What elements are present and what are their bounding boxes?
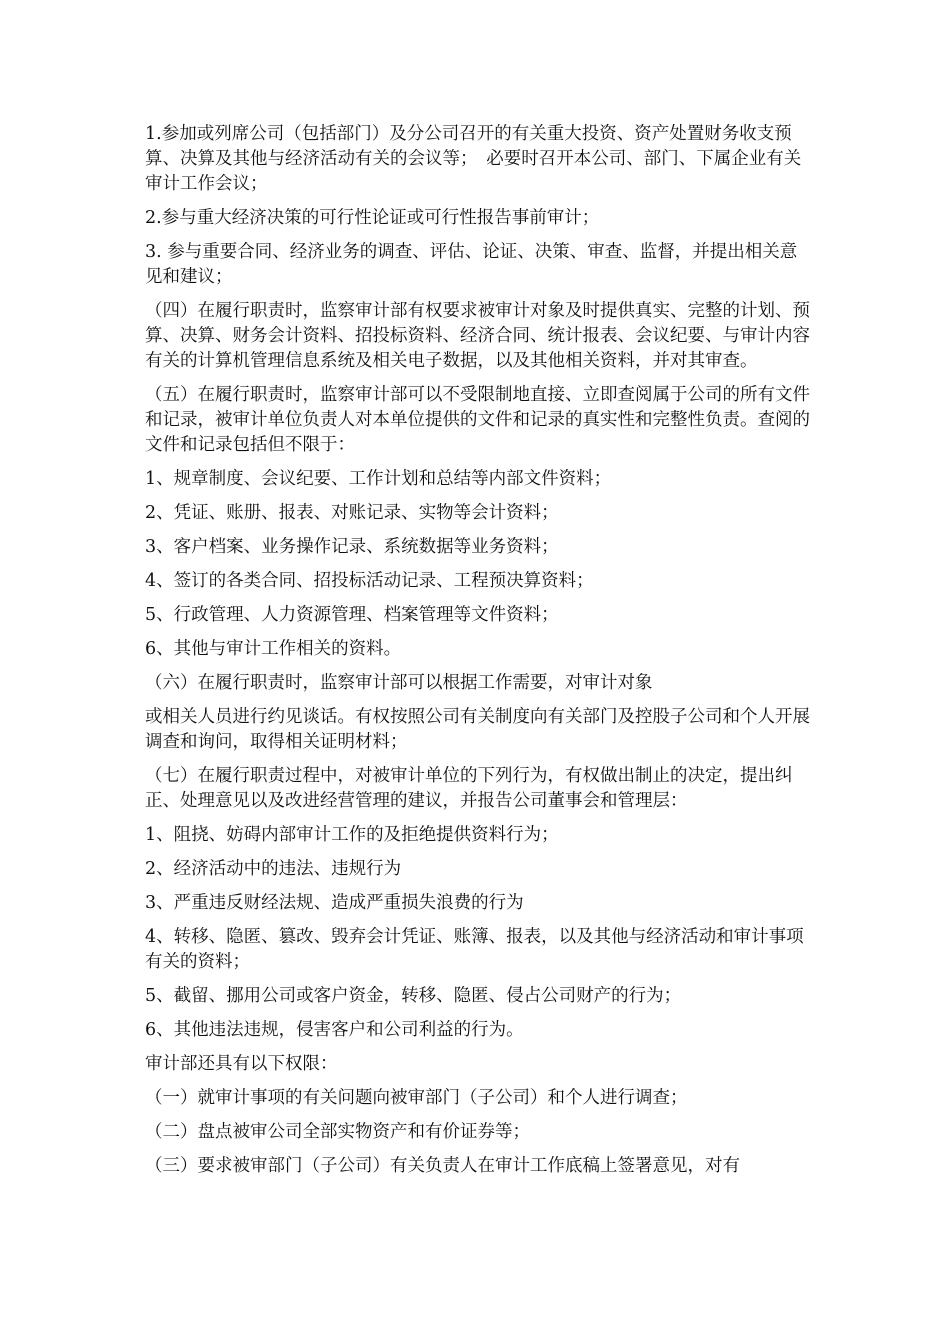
paragraph-4: （四）在履行职责时，监察审计部有权要求被审计对象及时提供真实、完整的计划、预算、决算、财务会计资料、招投标资料、经济合同、统计报表、会议纪要、与审计内容有关的计算机管理信息系统及相关电子数据，以及其他相关资料，并对其审查。: [145, 301, 810, 371]
list-item: （三）要求被审部门（子公司）有关负责人在审计工作底稿上签署意见，对有: [145, 1156, 740, 1176]
paragraph-8: （七）在履行职责过程中，对被审计单位的下列行为，有权做出制止的决定，提出纠正、处理意见以及改进经营管理的建议，并报告公司董事会和管理层：: [145, 766, 793, 811]
document-page: [145, 122, 810, 1188]
list-item: （一）就审计事项的有关问题向被审部门（子公司）和个人进行调查；: [145, 1088, 688, 1108]
paragraph-2: 2.参与重大经济决策的可行性论证或可行性报告事前审计；: [145, 208, 600, 228]
list-item: 4、签订的各类合同、招投标活动记录、工程预决算资料；: [145, 571, 594, 591]
list-item: 2、经济活动中的违法、违规行为: [145, 859, 402, 879]
list-item: 4、转移、隐匿、篡改、毁弃会计凭证、账簿、报表，以及其他与经济活动和审计事项有关的资料；: [145, 927, 804, 972]
list-item: 6、其他与审计工作相关的资料。: [145, 639, 402, 659]
paragraph-3: 3. 参与重要合同、经济业务的调查、评估、论证、决策、审查、监督，并提出相关意见和建议；: [145, 242, 798, 287]
list-item: 1、规章制度、会议纪要、工作计划和总结等内部文件资料；: [145, 469, 612, 489]
list-item: 3、客户档案、业务操作记录、系统数据等业务资料；: [145, 537, 559, 557]
list-item: 5、行政管理、人力资源管理、档案管理等文件资料；: [145, 605, 559, 625]
paragraph-7: 或相关人员进行约见谈话。有权按照公司有关制度向有关部门及控股子公司和个人开展调查和询问，取得相关证明材料；: [145, 707, 810, 752]
list-item: 3、严重违反财经法规、造成严重损失浪费的行为: [145, 893, 524, 913]
paragraph-6: （六）在履行职责时，监察审计部可以根据工作需要，对审计对象: [145, 673, 653, 693]
paragraph-5: （五）在履行职责时，监察审计部可以不受限制地直接、立即查阅属于公司的所有文件和记录，被审计单位负责人对本单位提供的文件和记录的真实性和完整性负责。查阅的文件和记录包括但不限于：: [145, 385, 810, 455]
list-item: （二）盘点被审公司全部实物资产和有价证券等；: [145, 1122, 530, 1142]
list-item: 5、截留、挪用公司或客户资金，转移、隐匿、侵占公司财产的行为；: [145, 986, 682, 1006]
paragraph-9: 审计部还具有以下权限：: [145, 1054, 338, 1074]
list-item: 2、凭证、账册、报表、对账记录、实物等会计资料；: [145, 503, 559, 523]
list-item: 1、阻挠、妨碍内部审计工作的及拒绝提供资料行为；: [145, 825, 559, 845]
paragraph-1: 1.参加或列席公司（包括部门）及分公司召开的有关重大投资、资产处置财务收支预算、决算及其他与经济活动有关的会议等； 必要时召开本公司、部门、下属企业有关审计工作会议；: [145, 124, 802, 194]
list-item: 6、其他违法违规，侵害客户和公司利益的行为。: [145, 1020, 524, 1040]
